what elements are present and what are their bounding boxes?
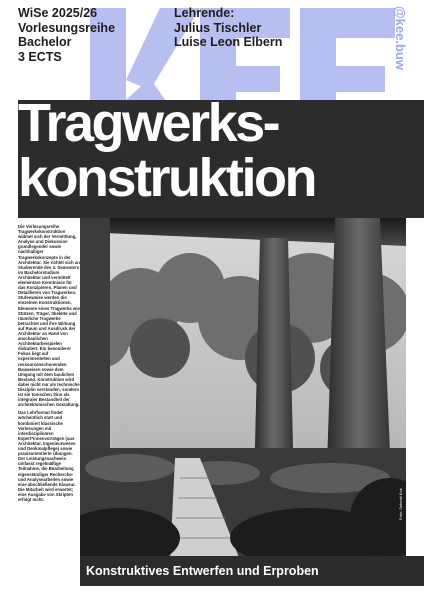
degree-text: Bachelor [18,35,72,49]
lecturers [174,6,282,50]
lecturer-name: Luise Leon Elbern [174,35,283,49]
page-title [18,93,316,208]
lecturers-label: Lehrende: [174,6,235,20]
social-handle: @kee.buw [393,6,408,70]
lecturer-name: Julius Tischler [174,20,262,35]
title-line: Tragwerks- [18,93,279,153]
semester-text: WiSe 2025/26 [18,6,98,20]
title-line: konstruktion [18,148,316,208]
description-column [18,224,80,505]
subtitle: Konstruktives Entwerfen und Erproben [86,564,319,578]
description-paragraph: Das Lehrformat findet wöchentlich statt und kombiniert klassische Vorlesungen mit interdisziplinären Expert*innenvorträgen (aus Architektur, Ingenieurwesen und Denkmalpflege) sowie praxisorientierte Übungen. Der Leistungsnachweis umfasst regelmäßige Teilnahme, die Bearbeitung eigenständiger Recherche- und Analysearbeiten sowie eine abschließende Klausur. Die Mitarbeit wird erwartet; eine Ausgabe von Skripten erfolgt nicht. [18,410,76,502]
photo-credit: Foto: Sebesti Koe [398,488,403,520]
credits-text: 3 ECTS [18,49,62,64]
description-paragraph: Die Vorlesungsreihe Tragwerkskonstruktion widmet sich der Vermittlung, Analyse und Diskussion grundlegender sowie nachhaltiger Tragwerkskonzepte in der Architektur. Sie richtet sich an Studierende des 3. Semesters im Bachelorstudium Architektur und vermittelt elementare Kenntnisse für das Konzipieren, Planen und Detaillieren von Tragwerken. Stufenweise werden die einzelnen Konstruktionen, Elemente eines Tragwerks wie Stützen, Träger, Skelette und räumliche Tragwerke betrachtet und ihre Wirkung auf Raum und Ausdruck der Architektur an Hand von anschaulichen Architekturbeispielen diskutiert. Ein besonderer Fokus liegt auf experimentellen und ressourcenschonenden Bauweisen sowie dem Umgang mit dem baulichen Bestand. Konstruktion wird dabei nicht nur als technische Disziplin verstanden, sondern ist ein tonischen Sinn als integraler Bestandteil der architektonischen Gestaltung. [18,224,80,408]
course-meta [18,6,115,64]
architecture-photo [80,218,406,560]
format-text: Vorlesungsreihe [18,20,116,35]
